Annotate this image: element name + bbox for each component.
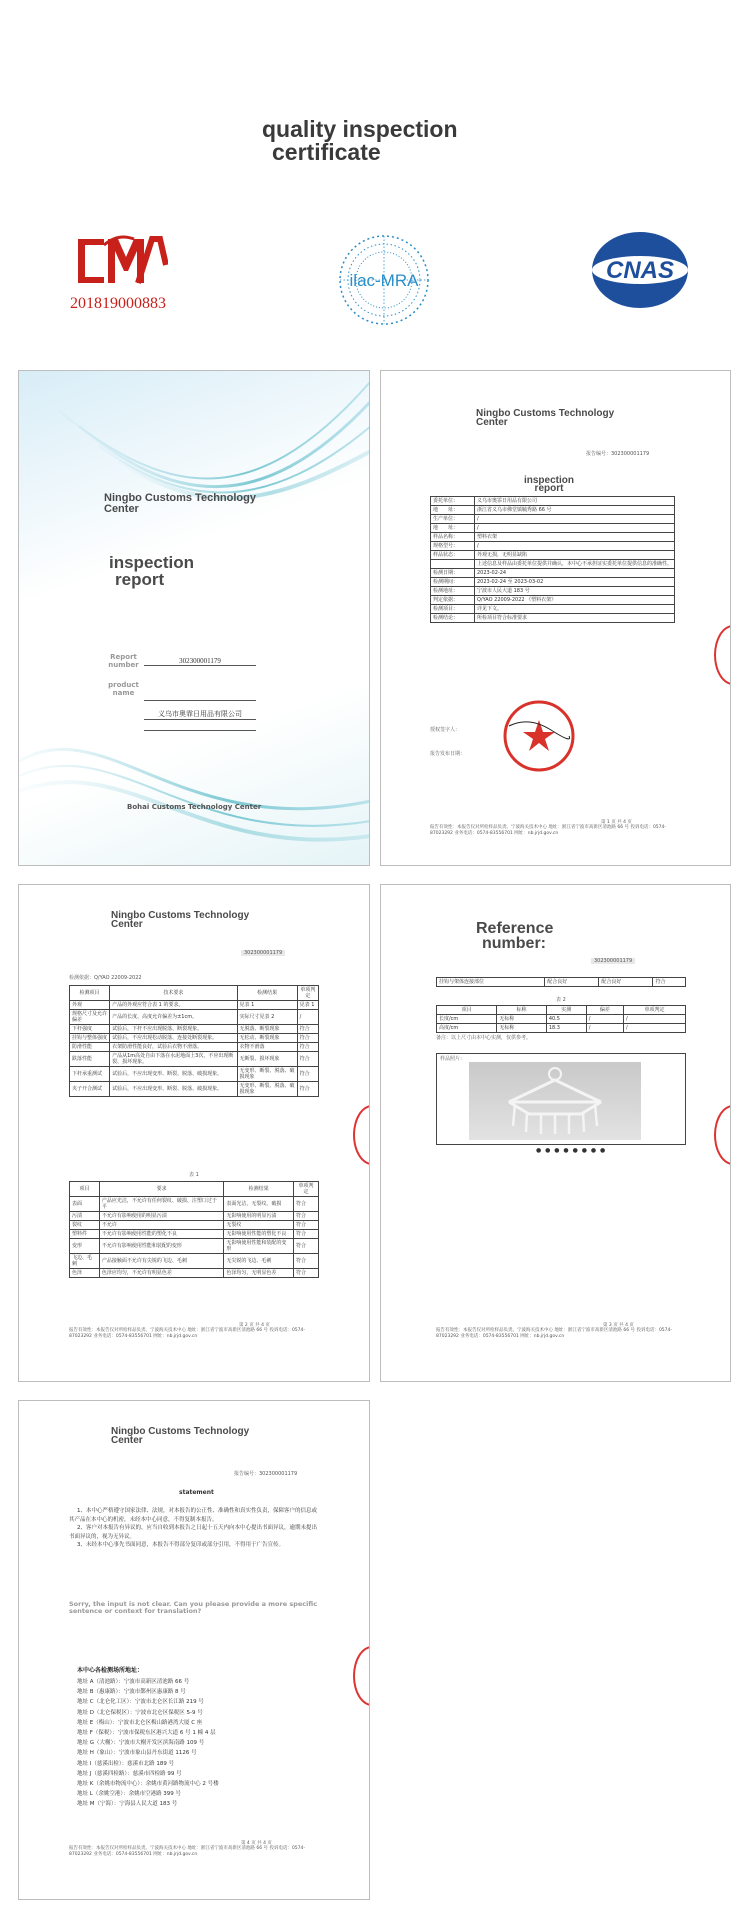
address-item: 地址 D（北仑保税区）：宁波市北仑区保税区 5-9 号 bbox=[77, 1709, 203, 1716]
edge-seal-icon bbox=[714, 625, 731, 685]
page2-test-table bbox=[69, 985, 319, 1097]
address-item: 地址 F（保税）：宁波市保税东区港兴大道 6 号 1 幢 4 层 bbox=[77, 1730, 216, 1737]
table-cell: 不允许有影响使用性能和装配的变形 bbox=[99, 1239, 223, 1254]
page2-footer: 报告有效性：本报告仅对所检样品负责。宁波海关技术中心 地址：浙江省宁波市高新区清池路 66 号 投诉电话：0574-87023292 业务电话：0574-83556701 网址：nb.jrjd.gov.cn bbox=[69, 1328, 306, 1339]
edge-seal-icon bbox=[714, 1105, 731, 1165]
info-row bbox=[431, 560, 675, 569]
table-cell: 详见下文。 bbox=[475, 605, 675, 614]
table-header-cell: 单项判定 bbox=[294, 1182, 319, 1197]
table-cell: 宁波市人民大道 183 号 bbox=[475, 587, 675, 596]
table-cell: 浙江省义乌市佛堂镇毓秀路 66 号 bbox=[475, 506, 675, 515]
table-header-cell: 实测 bbox=[546, 1006, 586, 1015]
table2-note: 备注：以上尺寸由本中心实测，仅供参考。 bbox=[436, 1035, 532, 1041]
table-cell: 无尖锐的飞边、毛刺 bbox=[224, 1254, 294, 1269]
table2-label: 表 2 bbox=[556, 997, 566, 1003]
table-header-cell: 检测结果 bbox=[224, 1182, 294, 1197]
page3-top-row bbox=[436, 977, 686, 987]
table-cell: 40.5 bbox=[546, 1015, 586, 1024]
table-cell: 产品的长度、高度允许偏差为±1cm。 bbox=[110, 1010, 237, 1025]
table-cell: 表面光洁，无裂纹、破损 bbox=[224, 1197, 294, 1212]
title-line-1: quality inspection bbox=[262, 116, 458, 142]
table-header-cell: 单项判定 bbox=[297, 986, 318, 1001]
page3-page-number: 第 3 页 共 4 页 bbox=[603, 1323, 634, 1328]
translation-note: Sorry, the input is not clear. Can you please provide a more specific sentence or context for translation? bbox=[69, 1600, 318, 1615]
product-name-line bbox=[144, 691, 256, 701]
table-row bbox=[437, 978, 686, 987]
page1-title-line-2: report bbox=[534, 483, 564, 494]
table-cell: 18.3 bbox=[546, 1024, 586, 1033]
table-cell: 产品应光洁，不允许有任何裂纹、破损、注塑口过于平 bbox=[99, 1197, 223, 1212]
table-header-cell: 单项判定 bbox=[623, 1006, 685, 1015]
table-cell: 色泽均匀，无明显色差 bbox=[224, 1269, 294, 1278]
cover-org-name: Ningbo Customs Technology Center bbox=[104, 492, 256, 515]
cover-blank-line bbox=[144, 723, 256, 731]
table-cell: / bbox=[586, 1024, 623, 1033]
cma-logo bbox=[62, 235, 174, 313]
table-cell bbox=[431, 560, 475, 569]
table-cell: 塑料衣架 bbox=[475, 533, 675, 542]
table-cell: 跌落性能 bbox=[70, 1052, 110, 1067]
report-page-4-panel bbox=[18, 1400, 370, 1900]
table-cell: 高度/cm bbox=[437, 1024, 497, 1033]
table-cell: 色泽 bbox=[70, 1269, 100, 1278]
table-cell: 无标称 bbox=[497, 1015, 547, 1024]
table-cell: 上述信息及样品由委托单位提供并确认，本中心不承担证实委托单位提供信息的准确性。 bbox=[475, 560, 675, 569]
table-cell: 下杆强度 bbox=[70, 1025, 110, 1034]
page3-footer: 报告有效性：本报告仅对所检样品负责。宁波海关技术中心 地址：浙江省宁波市高新区清池路 66 号 投诉电话：0574-87023292 业务电话：0574-83556701 网址：nb.jrjd.gov.cn bbox=[436, 1328, 673, 1339]
report-number-label: Report number bbox=[108, 653, 139, 669]
page1-title-line-1: inspection bbox=[523, 475, 574, 486]
table-cell: 符合 bbox=[297, 1043, 318, 1052]
address-item: 地址 A（清池路）：宁波市高新区清池路 66 号 bbox=[77, 1679, 190, 1685]
table-header-cell: 偏差 bbox=[586, 1006, 623, 1015]
ilac-mra-logo bbox=[334, 230, 434, 330]
test-row bbox=[70, 1034, 319, 1043]
table1-row bbox=[70, 1197, 319, 1212]
table-cell: 不允许有影响使用性能的塑化不良 bbox=[99, 1230, 223, 1239]
table-cell: 规格尺寸及允许偏差 bbox=[70, 1010, 110, 1025]
table2-row bbox=[437, 1024, 686, 1033]
title-line-2: certificate bbox=[272, 139, 381, 165]
info-row bbox=[431, 551, 675, 560]
info-row bbox=[431, 605, 675, 614]
table-cell: 生产单位： bbox=[431, 515, 475, 524]
table-cell: 见表 1 bbox=[237, 1001, 297, 1010]
table-cell: 符合 bbox=[653, 978, 686, 987]
info-row bbox=[431, 542, 675, 551]
table-cell: 符合 bbox=[294, 1197, 319, 1212]
info-row bbox=[431, 578, 675, 587]
table-cell: 符合 bbox=[297, 1052, 318, 1067]
table2-row bbox=[437, 1015, 686, 1024]
table-cell: 符合 bbox=[294, 1230, 319, 1239]
address-list bbox=[77, 1677, 317, 1810]
table-cell: 无裂纹 bbox=[224, 1221, 294, 1230]
table-cell: 符合 bbox=[294, 1239, 319, 1254]
table-cell: 样品状态： bbox=[431, 551, 475, 560]
info-row bbox=[431, 497, 675, 506]
table1-row bbox=[70, 1230, 319, 1239]
address-item: 地址 G（大榭）：宁波市大榭开发区滨海南路 109 号 bbox=[77, 1740, 205, 1747]
address-item: 地址 J（慈溪四检路）：慈溪市四检路 99 号 bbox=[77, 1770, 182, 1777]
statement-item: 2、客户对本报告有异议的，应当自收到本报告之日起十五天内向本中心提出书面异议，逾期未提出书面异议的，视为无异议。 bbox=[69, 1525, 318, 1540]
table-cell: 产品的外观应符合表 1 的要求。 bbox=[110, 1001, 237, 1010]
table-header-row bbox=[70, 1182, 319, 1197]
table-cell: 检测结论： bbox=[431, 614, 475, 623]
sample-photo-box bbox=[436, 1053, 686, 1145]
table-cell: 2023-02-24 bbox=[475, 569, 675, 578]
table-cell: 无影响使用的明显污渍 bbox=[224, 1212, 294, 1221]
test-row bbox=[70, 1025, 319, 1034]
info-row bbox=[431, 596, 675, 605]
table-cell: 无变形、断裂、脱落、破损现象 bbox=[237, 1067, 297, 1082]
table-cell: 试验后，下杆不应出现脱落、断裂现象。 bbox=[110, 1025, 237, 1034]
table-cell: 检测项目： bbox=[431, 605, 475, 614]
page4-page-number: 第 4 页 共 4 页 bbox=[241, 1841, 272, 1846]
table-cell: 符合 bbox=[294, 1212, 319, 1221]
table-cell: 塑料件 bbox=[70, 1230, 100, 1239]
address-item: 地址 C（北仑化工区）：宁波市北仑区长江路 219 号 bbox=[77, 1699, 204, 1706]
report-number-value: 302300001179 bbox=[144, 657, 256, 666]
carousel-dots-icon: ● ● ● ● ● ● ● ● bbox=[536, 1147, 607, 1154]
table-cell: 挂钩与架体连接部位 bbox=[437, 978, 545, 987]
cover-bottom-org: Bohai Customs Technology Center bbox=[127, 803, 262, 811]
report-page-1-panel bbox=[380, 370, 731, 866]
reference-title-line-1: Reference bbox=[476, 920, 554, 937]
table-cell: 防滑性能 bbox=[70, 1043, 110, 1052]
cover-company: 义乌市奥霏日用品有限公司 bbox=[144, 709, 256, 720]
info-row bbox=[431, 524, 675, 533]
signatory-label: 授权签字人： bbox=[430, 727, 461, 733]
table-cell: / bbox=[475, 524, 675, 533]
wave-decoration-icon bbox=[19, 371, 370, 866]
test-row bbox=[70, 1043, 319, 1052]
table-header-row bbox=[437, 1006, 686, 1015]
table1-row bbox=[70, 1239, 319, 1254]
cover-title bbox=[109, 554, 194, 588]
page2-report-no: 302300001179 bbox=[241, 950, 285, 956]
table-cell: 实际尺寸见表 2 bbox=[237, 1010, 297, 1025]
table-cell: 判定依据： bbox=[431, 596, 475, 605]
address-item: 地址 M（宁海）：宁海县人民大道 183 号 bbox=[77, 1801, 178, 1808]
test-row bbox=[70, 1052, 319, 1067]
table-cell: Q/YAO 22009-2022 《塑料衣架》 bbox=[475, 596, 675, 605]
table-cell: 地 址： bbox=[431, 524, 475, 533]
table-header-row bbox=[70, 986, 319, 1001]
table-cell: 表面 bbox=[70, 1197, 100, 1212]
product-name-label: product name bbox=[108, 681, 139, 697]
page1-page-number: 第 1 页 共 4 页 bbox=[601, 820, 632, 825]
table-cell: 检测期间： bbox=[431, 578, 475, 587]
table-cell: 所检项目符合标准要求 bbox=[475, 614, 675, 623]
table-cell: 衣物不滑落 bbox=[237, 1043, 297, 1052]
table-header-cell: 要求 bbox=[99, 1182, 223, 1197]
table-cell: 外观无损，无明显缺陷 bbox=[475, 551, 675, 560]
info-row bbox=[431, 569, 675, 578]
table-cell: / bbox=[475, 542, 675, 551]
table-cell: 无标称 bbox=[497, 1024, 547, 1033]
table-header-cell: 项目 bbox=[70, 1182, 100, 1197]
report-page-3-panel bbox=[380, 884, 731, 1382]
cnas-logo bbox=[590, 230, 690, 314]
table-cell: 符合 bbox=[294, 1269, 319, 1278]
page1-org-name: Ningbo Customs Technology Center bbox=[476, 408, 615, 428]
table-cell: 2023-02-24 至 2023-03-02 bbox=[475, 578, 675, 587]
table-cell: 色泽应均匀，不允许有明显色差 bbox=[99, 1269, 223, 1278]
cover-title-line-1: inspection bbox=[109, 553, 195, 572]
table-cell: 符合 bbox=[294, 1254, 319, 1269]
address-item: 地址 B（惠康路）：宁波市鄞州区惠康路 8 号 bbox=[77, 1689, 186, 1696]
table1-row bbox=[70, 1221, 319, 1230]
addresses-title: 本中心各检测场所地址： bbox=[77, 1667, 144, 1674]
table-cell: 裂纹 bbox=[70, 1221, 100, 1230]
table1 bbox=[69, 1181, 319, 1278]
svg-text:CNAS: CNAS bbox=[605, 257, 675, 284]
address-item: 地址 H（象山）：宁波市象山县丹东街道 1126 号 bbox=[77, 1750, 197, 1757]
table-header-cell: 技术要求 bbox=[110, 986, 237, 1001]
page2-page-number: 第 2 页 共 4 页 bbox=[239, 1323, 270, 1328]
report-page-2-panel bbox=[18, 884, 370, 1382]
cover-title-line-2: report bbox=[115, 570, 165, 589]
table-cell: 规格型号： bbox=[431, 542, 475, 551]
table-cell: 试验后，不应出现松动脱落、连接处断裂现象。 bbox=[110, 1034, 237, 1043]
cma-number: 201819000883 bbox=[70, 295, 166, 312]
table-cell: 符合 bbox=[297, 1025, 318, 1034]
info-row bbox=[431, 515, 675, 524]
table-cell: / bbox=[297, 1010, 318, 1025]
reference-title-line-2: number: bbox=[482, 935, 546, 952]
page1-title bbox=[509, 477, 589, 493]
table-cell: 无脱落、断裂现象 bbox=[237, 1025, 297, 1034]
cma-mark-icon bbox=[68, 235, 168, 287]
table-cell: 样品名称： bbox=[431, 533, 475, 542]
table-cell: / bbox=[475, 515, 675, 524]
table-cell: 无变形、断裂、脱落、破损现象 bbox=[237, 1082, 297, 1097]
statement-title: statement bbox=[179, 1489, 214, 1496]
page2-org-name: Ningbo Customs Technology Center bbox=[111, 910, 250, 930]
table-cell: 无松动、断裂现象 bbox=[237, 1034, 297, 1043]
table-cell: 检测地址： bbox=[431, 587, 475, 596]
table-cell: 检测日期： bbox=[431, 569, 475, 578]
table1-label: 表 1 bbox=[189, 1172, 199, 1178]
table-header-cell: 检测项目 bbox=[70, 986, 110, 1001]
table-cell: 产品接触面不允许有尖锐的飞边、毛刺 bbox=[99, 1254, 223, 1269]
table-cell: 无影响使用性能的塑化不良 bbox=[224, 1230, 294, 1239]
table-cell: 变形 bbox=[70, 1239, 100, 1254]
page1-report-no: 报告编号：302300001179 bbox=[586, 451, 650, 457]
table-cell: 飞边、毛刺 bbox=[70, 1254, 100, 1269]
sample-photo-label: 样品照片： bbox=[440, 1056, 466, 1062]
table-cell: 污渍 bbox=[70, 1212, 100, 1221]
table-cell: / bbox=[623, 1024, 685, 1033]
report-cover-panel bbox=[18, 370, 370, 866]
table1-row bbox=[70, 1269, 319, 1278]
table-cell: 符合 bbox=[294, 1221, 319, 1230]
table-cell: 地 址： bbox=[431, 506, 475, 515]
address-item: 地址 E（梅山）：宁波市北仑区梅山路港湾大厦 C 座 bbox=[77, 1719, 203, 1726]
test-row bbox=[70, 1010, 319, 1025]
page2-standard: 检测依据：Q/YAO 22009-2022 bbox=[69, 975, 142, 981]
table-cell: 配合良好 bbox=[545, 978, 599, 987]
sample-photo bbox=[469, 1062, 641, 1140]
page4-report-no: 报告编号：302300001179 bbox=[234, 1471, 298, 1477]
table-cell: 委托单位： bbox=[431, 497, 475, 506]
table-cell: 衣架防滑性能良好，试验后衣物不滑落。 bbox=[110, 1043, 237, 1052]
table-cell: 夹子开合测试 bbox=[70, 1082, 110, 1097]
reference-number-title bbox=[476, 921, 553, 951]
table-cell: 义乌市奥霏日用品有限公司 bbox=[475, 497, 675, 506]
page3-report-no: 302300001179 bbox=[591, 958, 635, 964]
page4-org-name: Ningbo Customs Technology Center bbox=[111, 1426, 250, 1446]
cnas-mark-icon bbox=[590, 230, 690, 310]
page1-info-table bbox=[430, 496, 675, 623]
table1-row bbox=[70, 1254, 319, 1269]
info-row bbox=[431, 533, 675, 542]
table-cell: 长度/cm bbox=[437, 1015, 497, 1024]
page4-footer: 报告有效性：本报告仅对所检样品负责。宁波海关技术中心 地址：浙江省宁波市高新区清池路 66 号 投诉电话：0574-87023292 业务电话：0574-83556701 网址：nb.jrjd.gov.cn bbox=[69, 1846, 306, 1857]
table1-row bbox=[70, 1212, 319, 1221]
ilac-globe-icon bbox=[334, 230, 434, 330]
address-item: 地址 K（余姚市物流中心）：余姚市黄河路物流中心 2 号楼 bbox=[77, 1781, 219, 1788]
official-seal-icon bbox=[499, 696, 579, 776]
edge-seal-icon bbox=[353, 1646, 370, 1706]
edge-seal-icon bbox=[353, 1105, 370, 1165]
table-cell: 符合 bbox=[297, 1067, 318, 1082]
table-cell: 试验后，不应出现变形、断裂、脱落、破损现象。 bbox=[110, 1067, 237, 1082]
issue-date-label: 报告发布日期： bbox=[430, 751, 466, 757]
table-header-cell: 项目 bbox=[437, 1006, 497, 1015]
info-row bbox=[431, 506, 675, 515]
info-row bbox=[431, 614, 675, 623]
accreditation-logos bbox=[0, 235, 750, 325]
table-cell: 配合良好 bbox=[599, 978, 653, 987]
table-cell: / bbox=[623, 1015, 685, 1024]
page1-footer: 报告有效性：本报告仅对所检样品负责。宁波海关技术中心 地址：浙江省宁波市高新区清池路 66 号 投诉电话：0574-87023292 业务电话：0574-83556701 网址：nb.jrjd.gov.cn bbox=[430, 825, 667, 836]
table-cell: 符合 bbox=[297, 1034, 318, 1043]
table-cell: 符合 bbox=[297, 1082, 318, 1097]
address-item: 地址 I（慈溪出检）：慈溪市北路 189 号 bbox=[77, 1760, 175, 1767]
test-row bbox=[70, 1001, 319, 1010]
table-cell: 不允许 bbox=[99, 1221, 223, 1230]
table-cell: 挂钩与整体强度 bbox=[70, 1034, 110, 1043]
table-cell: 无断裂、损坏现象 bbox=[237, 1052, 297, 1067]
statement-list bbox=[69, 1507, 317, 1550]
statement-item: 3、未经本中心事先书面同意，本报告不得部分复印或部分引用，不得用于广告宣传。 bbox=[77, 1542, 285, 1548]
test-row bbox=[70, 1067, 319, 1082]
address-item: 地址 L（余姚空港）：余姚市空港路 399 号 bbox=[77, 1791, 182, 1798]
table-cell: 无影响使用性能和装配的变形 bbox=[224, 1239, 294, 1254]
certificate-title bbox=[262, 118, 458, 164]
table-cell: 产品从1m高处自由下落在水泥地面上3次，不应出现断裂、损坏现象。 bbox=[110, 1052, 237, 1067]
info-row bbox=[431, 587, 675, 596]
table-cell: 外观 bbox=[70, 1001, 110, 1010]
table-header-cell: 检测结果 bbox=[237, 986, 297, 1001]
table-cell: 见表 1 bbox=[297, 1001, 318, 1010]
table-header-cell: 标称 bbox=[497, 1006, 547, 1015]
table-cell: / bbox=[586, 1015, 623, 1024]
table2 bbox=[436, 1005, 686, 1033]
statement-item: 1、本中心严格遵守国家法律、法规，对本报告的公正性、准确性和真实性负责，保障客户的信息或其产品在本中心的机密，未经本中心同意，不得复制本报告。 bbox=[69, 1508, 318, 1523]
table-cell: 试验后，不应出现变形、断裂、脱落、破损现象。 bbox=[110, 1082, 237, 1097]
table-cell: 下杆承重测试 bbox=[70, 1067, 110, 1082]
table-cell: 不允许有影响使用的明显污渍 bbox=[99, 1212, 223, 1221]
test-row bbox=[70, 1082, 319, 1097]
ilac-text: ilac-MRA bbox=[349, 271, 419, 290]
clothes-hanger-icon bbox=[469, 1062, 641, 1140]
